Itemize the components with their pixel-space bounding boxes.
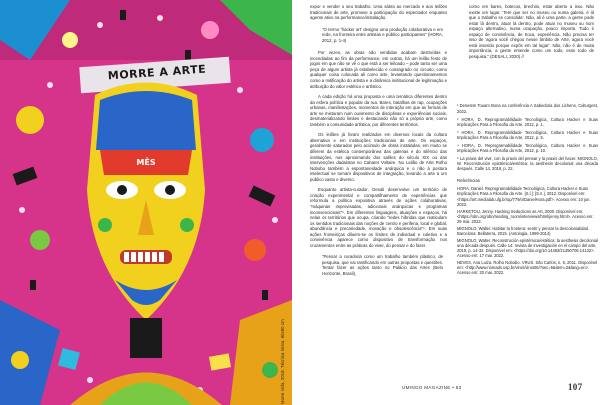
body-paragraph: Enquanto artista-curador, Desali desenvolve um território de criação experimental e compartilhamento de experiências que reformula a política expositiva através de ações colaborativas, "máquinas improvisadas, adicionais anárquicas e programas inconvencionais"⁵. Em diferentes linguagens, atuações e espaços, há nelas os territórios que ocupa, criando "redes híbridas que reaticulam os sentidos tradicionais das noções de centro e periferia, local e global, abundância e precariedade, inovação e obsolescência"⁶. Em suas ações fronteiriças diluem-se os limites de individual e coletivo e a convivência aparece como dispositivo de transformação nos cruzamentos entre as práticas do viver, do pensar e do fazer. xyxy=(310,187,447,248)
artwork-banner-text: MORRE A ARTE xyxy=(107,62,207,83)
artwork-mask-text: MÊS xyxy=(136,158,156,167)
text-column-left xyxy=(310,4,447,284)
reference-item: MIGNOLO, Walter. Reconstrución epistémica/estética: la aesthesis decolonial una década después. Calle 14: revista de investigación en el campo del arte, 2019, p. 14-32. Disponível em: <https://doi.org/10.14483/21450706.14132>. Acesso em: 17 mai. 2022. xyxy=(457,237,598,259)
body-paragraph: A cada edição há uma proposta e uma temática diferentes dentro da esfera política e popular da rua. Bares, batalhas de rap, ocupações urbanas, manifestações, momentos de interação em que as formas de arte se misturam num ouvimento de disciplinas e experiências sociais, desmaterializando limites e destacando não só a própria arte, como também a comunidade artística, por diferentes territórios. xyxy=(310,94,447,127)
references-list xyxy=(457,186,598,275)
pull-quote: "Pensar a curadoria como um trabalho também plástico, de pesquisa, que vai ramificando em outras propostas e questões. Tentar fazer as ações tanto no Palácio das Artes (Belo Horizonte, Brasil), xyxy=(322,254,443,276)
body-paragraph: Os leilões já foram realizados em diversos locais da cultura alternativa e em instituições tradicionais de arte. Os espaços, geralmente saturados pelo acúmulo de obras instaladas, em muito se diferem da estética contemporânea das galerias e do silêncio das instituições, nos aproximando dos salões do século XIX ou das intervenções dadaístas no Cabaret Voltaire. No Leilão de Arte Rolho Nobobo também a espontaneidade anárquica e o não à postura intelectual se tornam dispositivos de integração, levando a arte a um público vasto e diverso. xyxy=(310,132,447,182)
page-gutter xyxy=(292,0,310,405)
page-number: 107 xyxy=(568,382,583,392)
body-paragraph: expor e vender o seu trabalho. Uma sátira ao mercado e aos leilões tradicionais de arte, promove a participação do espectador enquanto agente ativo na performance/instalação. xyxy=(310,4,447,21)
reference-item: HARKETOU, Jenny. Hacking Seductions as Art, 2000. Disponível em: <https://obn.org/obn/reading_room/interviews/html/jenny.html>. Acesso em: 29 mai. 2022. xyxy=(457,208,594,224)
reference-item: MIGNOLO, Walter. Habitar la frontera: sentir y pensar la descolonialidad. Barcelona: Bellaterra, 2015. (Antologia, 1999-2014) xyxy=(457,225,590,236)
magazine-footer: UMINGO MAGAZINE • 83 xyxy=(402,385,462,390)
reference-item: HORA, Daniel. Reprogramabilidade Tecnológica, Cultura Hacker e Suas Implicações Para a Filosofia da Arte. [S.l.]: [S.n.], 2012. Disponível em: <https://art.medialab.ufg.br/up/779/o/DanielHora.pdf>. Acesso em: 10 jun. 2022. xyxy=(457,186,591,207)
endnote: ⁴ HORA, D. Reprogramabilidade Tecnológica, Cultura Hacker e Suas Implicações Para a Filosofia da Arte, 2012, p. 10. xyxy=(457,142,598,154)
pull-quote-continuation: como em bares, botecos, brechós, estar aberto a isso. Não existe um lugar: 'Tem que ser no museu ou numa galeria, é lá que o trabalho se consolida'. Não, ali é uma parte, a gente pode estar lá dentro, atuar lá dentro, pode atuar no museu ou num espaço alternativo, numa ocupação, pouco importa. Tudo é espaço de convivência, de troca, experiência. Não precisa ter isso de 'agora você chegou nesse âmbito de Arte, agora você está inserido porque expõs em tal lugar'. Não, não é de muita importância, a gente entende como um todo, esse todo de pesquisa." (DESALI, 2020) // xyxy=(469,4,594,59)
text-column-right xyxy=(457,4,598,277)
reference-item: NEVES, Ana Luiza. Rolho Nobobo. VRUS. São Carlos, n. 6, 2011. Disponível em: <http://www.nomads.usp.br/virus/virus06/?sec=5&item=2&lang=en>. Acesso em: 20 mai. 2022. xyxy=(457,259,598,276)
endnotes xyxy=(457,103,598,171)
body-paragraph: Por vezes, as obras não vendidas acabam destruídas e incendiadas ao fim da performance, em outras, há um leilão festo de jogos em que não se vê o que está a ser leiloado – pode tanto ser uma peça de algum artista já estabelecido e consagrado no circuito, como qualquer coisa colocada ali como arte, levantando questionamentos como a mitificação do artista e a dinâmica institucional de legitimação e atribuição do valor estético e artístico. xyxy=(310,50,447,89)
artwork-image xyxy=(0,0,292,405)
artwork-caption: Morre Vida, 2018. Técnica mista. 90x90 cm xyxy=(280,319,285,404)
endnote: ² HORA, D. Reprogramabilidade Tecnológica, Cultura Hacker e Suas Implicações Para a Filosofia da Arte, 2012, p. 1. xyxy=(457,116,598,127)
endnote: ¹ Denetem Touam Bona na conferência A Sabedoria dos Lichens, Culturgest, 2022. xyxy=(457,103,598,114)
pull-quote: "O termo 'fracker art' designa uma produção colaborativa e em rede, na fronteira entre artistas e público participantes" (HORA, 2012, p. 1-4) xyxy=(322,26,443,43)
endnote: ⁵ La praxis del vivir, con la praxis del pensar y la praxis del hacer. MIGNOLO, W. Reconstrución epistémica/estética: la aesthesis decolonial una década después. Calle 14, 2019, p. 22. xyxy=(457,155,598,172)
endnote: ³ HORA, D. Reprogramabilidade Tecnológica, Cultura Hacker e Suas Implicações Para a Filosofia da Arte, 2012, p. 5. xyxy=(457,129,598,140)
article-page xyxy=(310,0,600,405)
references-heading: Referências xyxy=(457,177,480,183)
artwork-illustration xyxy=(0,0,292,405)
